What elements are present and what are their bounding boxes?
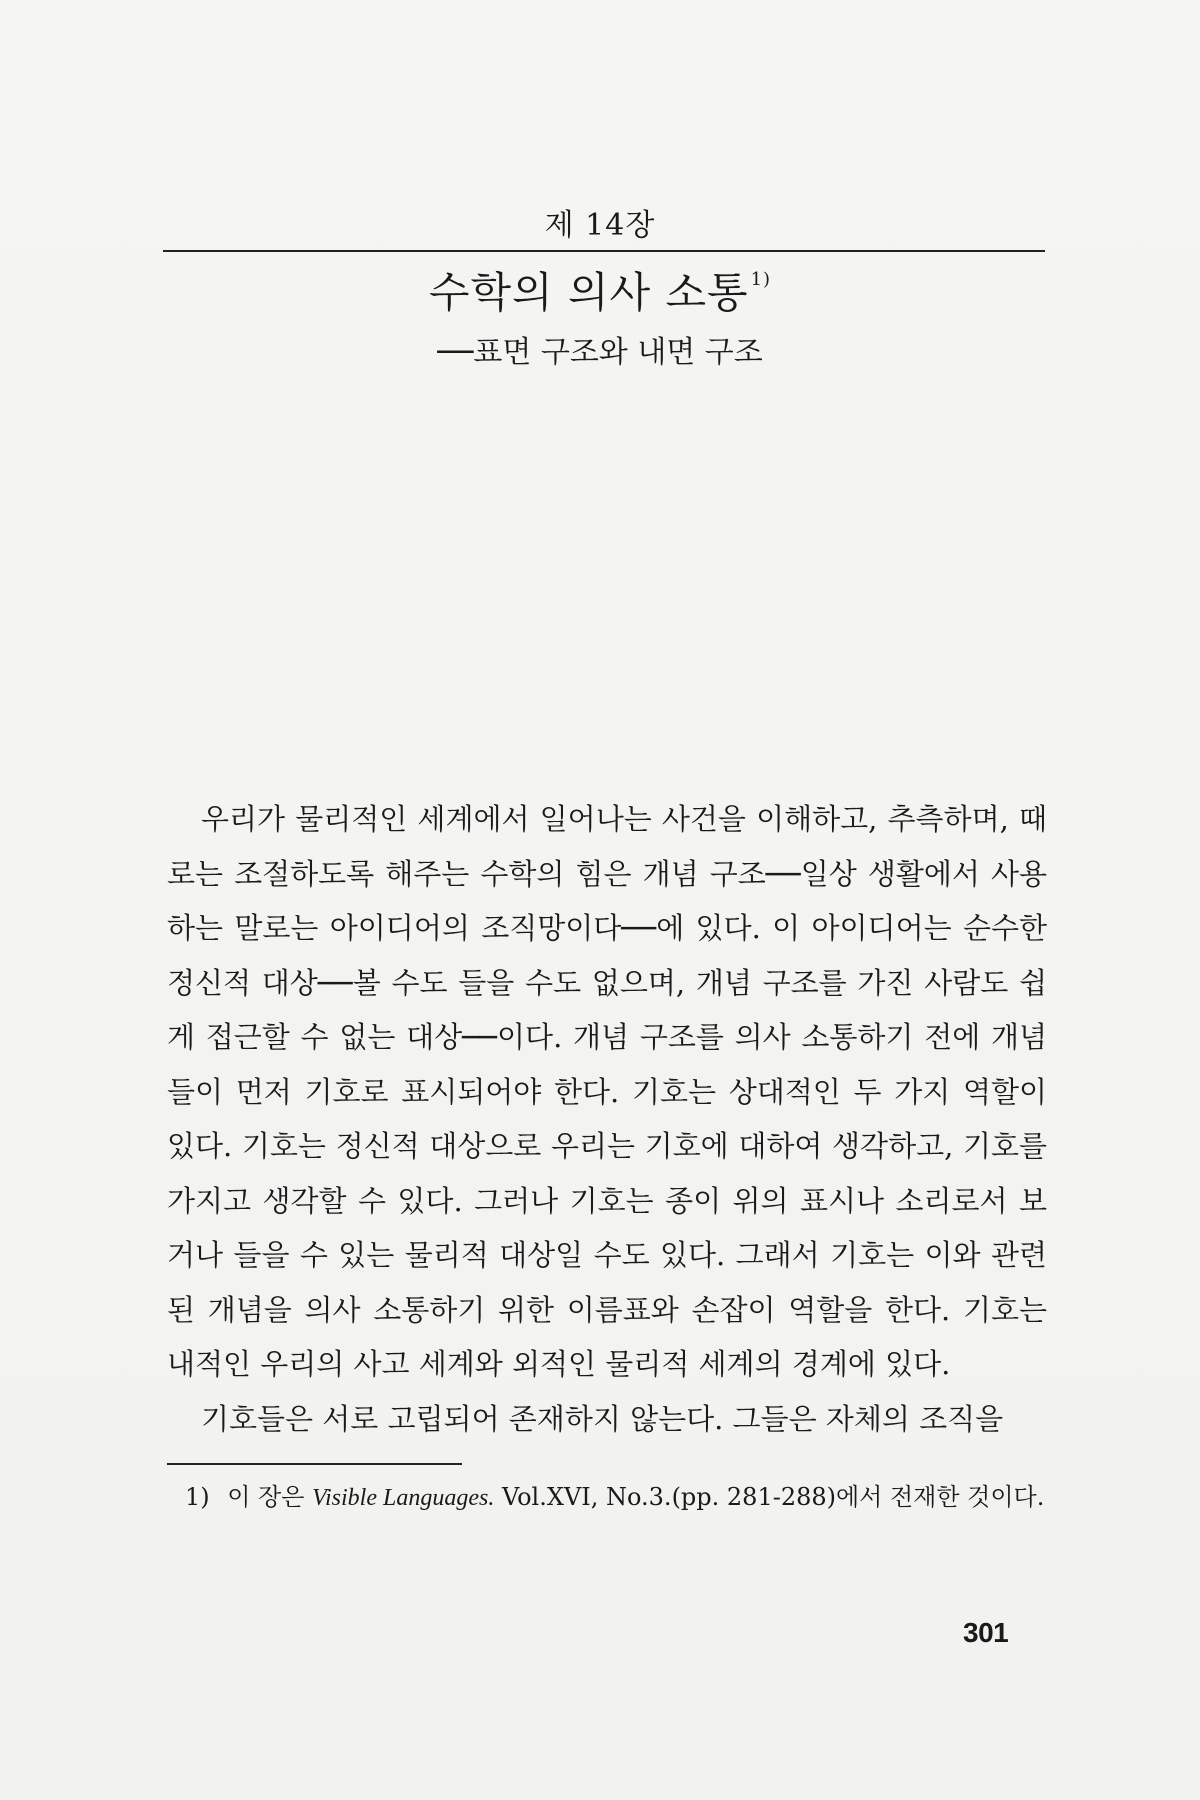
chapter-subtitle: ──표면 구조와 내면 구조 (437, 335, 763, 370)
body-text (167, 792, 1047, 1446)
chapter-title-text: 수학의 의사 소통 (428, 268, 749, 317)
chapter-number: 제 14장 (544, 208, 656, 243)
footnote-number: 1) (185, 1483, 210, 1511)
paragraph-2: 기호들은 서로 고립되어 존재하지 않는다. 그들은 자체의 조직을 (201, 1401, 1004, 1436)
chapter-title (0, 260, 1200, 320)
page-number: 301 (963, 1617, 1009, 1648)
footnote-reference[interactable]: 1) (750, 269, 772, 290)
footnote-divider (167, 1463, 462, 1465)
footnote (167, 1475, 1045, 1520)
footnote-text-before: 이 장은 (227, 1483, 305, 1511)
footnote-source-title: Visible Languages. (312, 1485, 495, 1511)
title-divider (163, 250, 1045, 252)
paragraph-1: 우리가 물리적인 세계에서 일어나는 사건을 이해하고, 추측하며, 때로는 조절하도록 해주는 수학의 힘은 개념 구조──일상 생활에서 사용하는 말로는 아이디어의 조직망이다──에 있다. 이 아이디어는 순수한 정신적 대상──볼 수도 들을 수도 없으며, 개념 구조를 가진 사람도 쉽게 접근할 수 없는 대상──이다. 개념 구조를 의사 소통하기 전에 개념들이 먼저 기호로 표시되어야 한다. 기호는 상대적인 두 가지 역할이 있다. 기호는 정신적 대상으로 우리는 기호에 대하여 생각하고, 기호를 가지고 생각할 수 있다. 그러나 기호는 종이 위의 표시나 소리로서 보거나 들을 수 있는 물리적 대상일 수도 있다. 그래서 기호는 이와 관련된 개념을 의사 소통하기 위한 이름표와 손잡이 역할을 한다. 기호는 내적인 우리의 사고 세계와 외적인 물리적 세계의 경계에 있다. (167, 802, 1047, 1381)
footnote-text-after: Vol.XVI, No.3.(pp. 281-288)에서 전재한 것이다. (501, 1483, 1045, 1511)
